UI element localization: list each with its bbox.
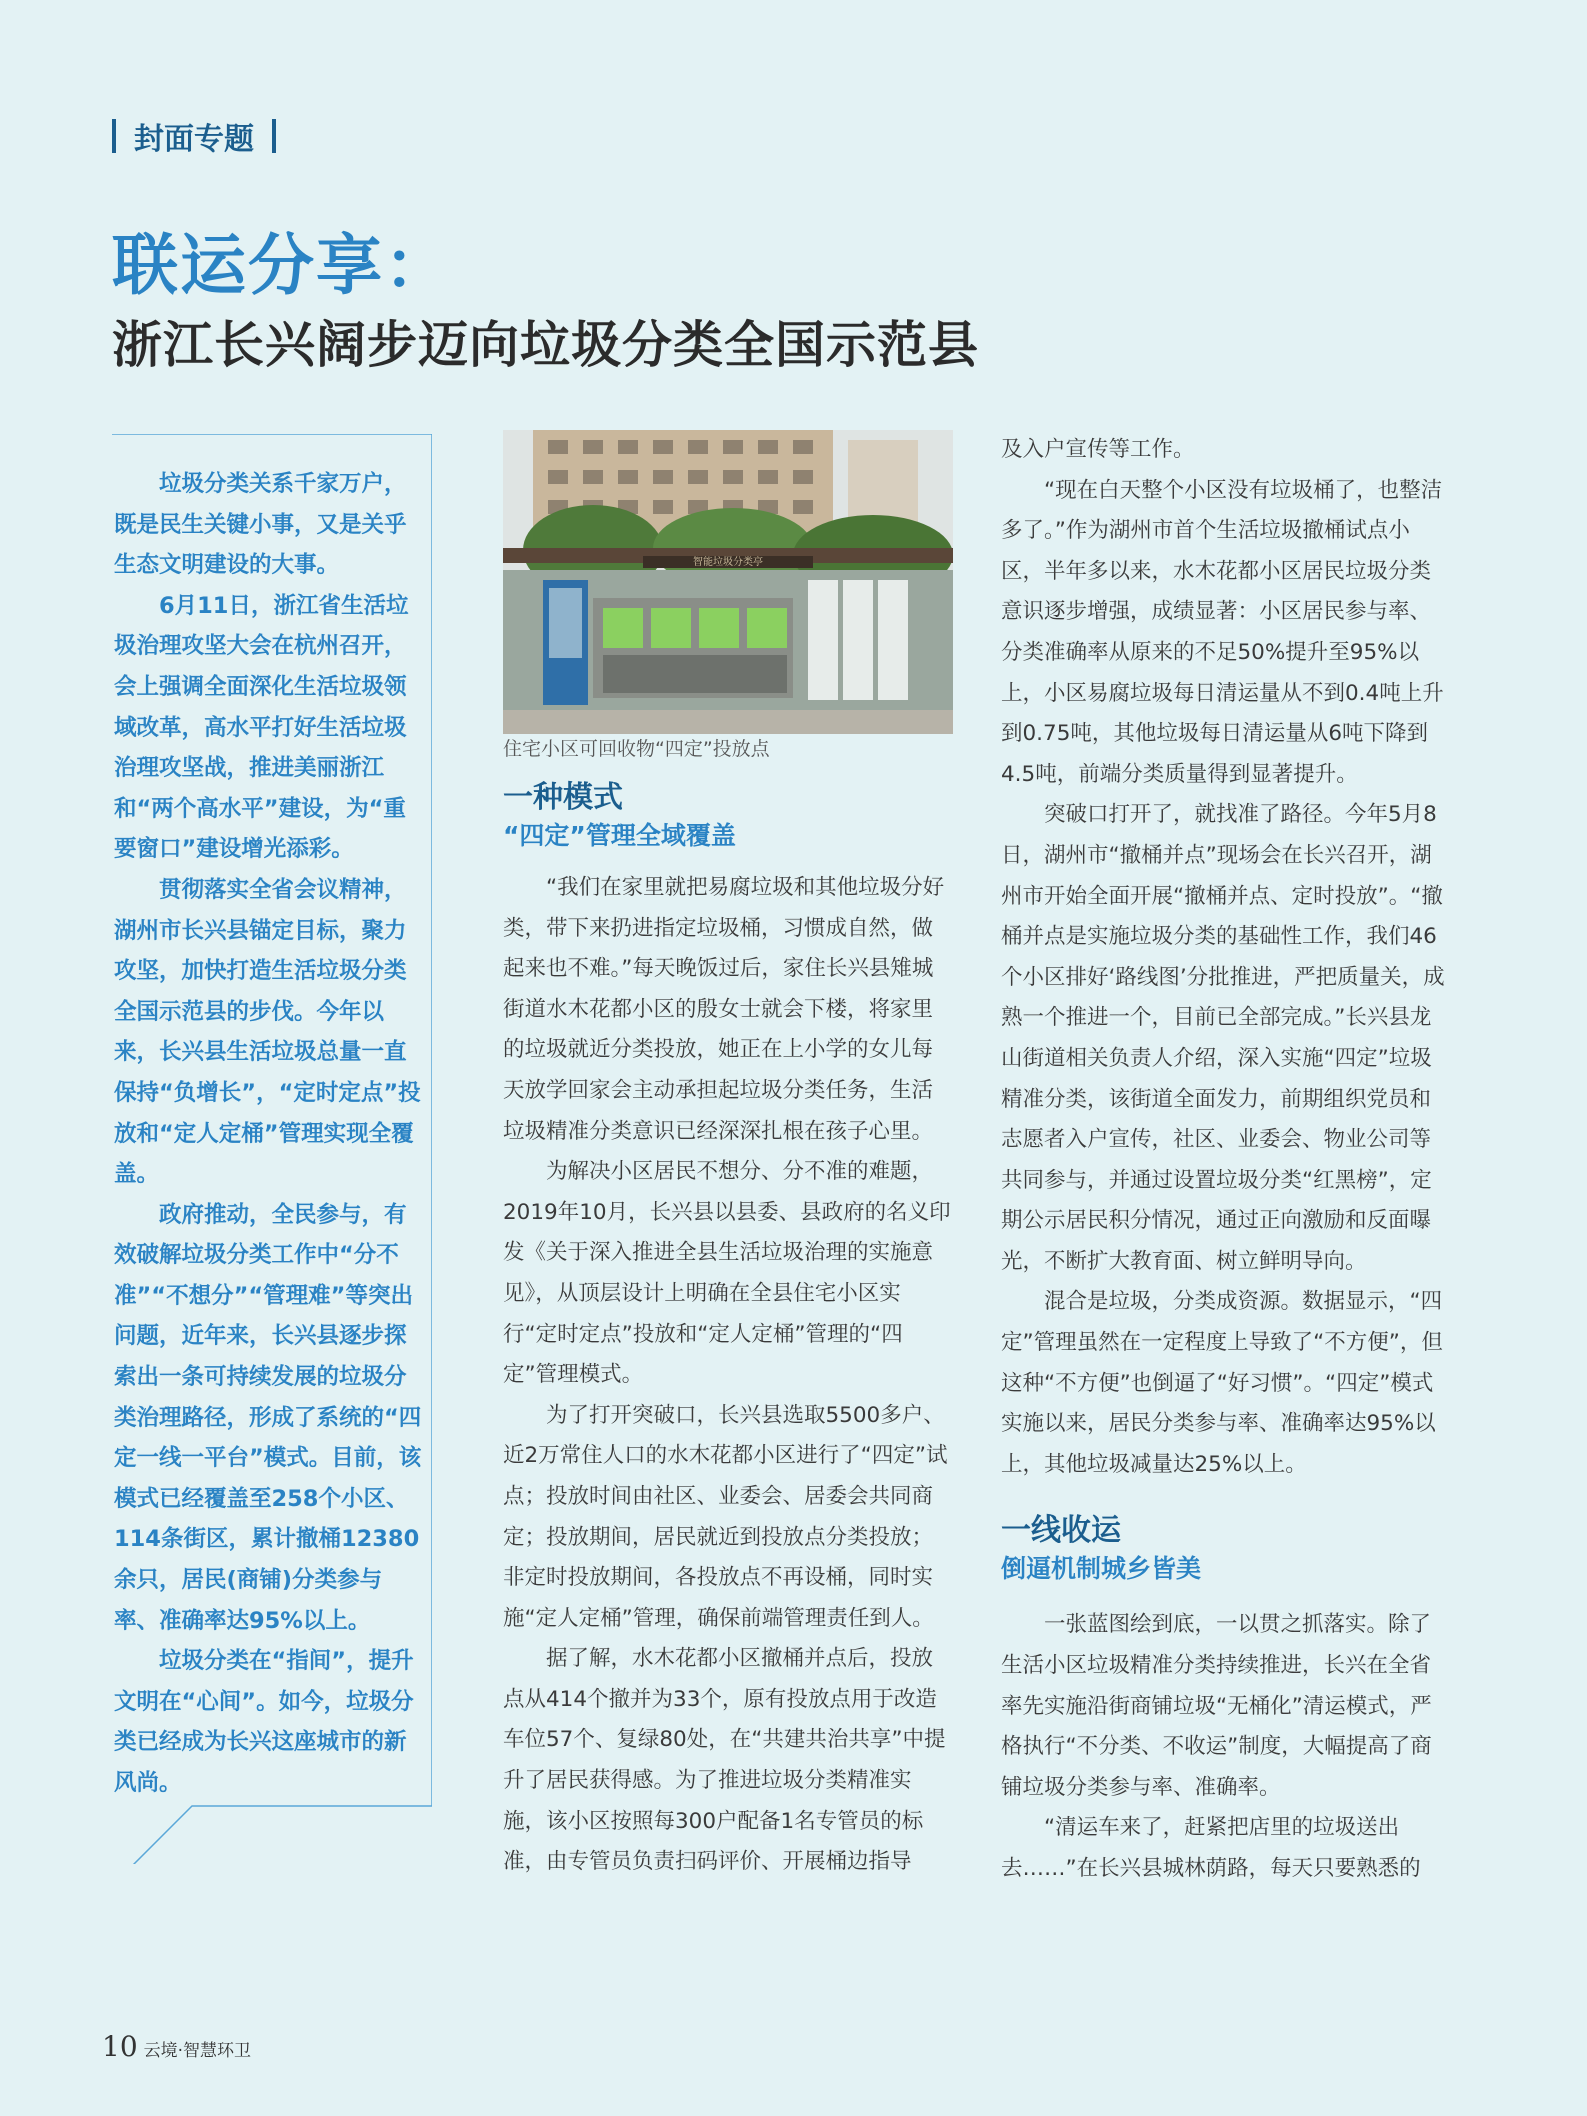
body-paragraph: “我们在家里就把易腐垃圾和其他垃圾分好类，带下来扔进指定垃圾桶，习惯成自然，做起来也不难。”每天晚饭过后，家住长兴县雉城街道水木花都小区的殷女士就会下楼，将家里的垃圾就近分类投放，她正在上小学的女儿每天放学回家会主动承担起垃圾分类任务，生活垃圾精准分类意识已经深深扎根在孩子心里。 xyxy=(503,875,945,1144)
body-paragraph: 为解决小区居民不想分、分不准的难题，2019年10月，长兴县以县委、县政府的名义印发《关于深入推进全县生活垃圾治理的实施意见》，从顶层设计上明确在全县住宅小区实行“定时定点”投放和“定人定桶”管理的“四定”管理模式。 xyxy=(503,1159,951,1388)
body-paragraph: “现在白天整个小区没有垃圾桶了，也整洁多了。”作为湖州市首个生活垃圾撤桶试点小区，半年多以来，水木花都小区居民垃圾分类意识逐步增强，成绩显著：小区居民参与率、分类准确率从原来的不足50%提升至95%以上，小区易腐垃圾每日清运量从不到0.4吨上升到0.75吨，其他垃圾每日清运量从6吨下降到4.5吨，前端分类质量得到显著提升。 xyxy=(1001,477,1444,787)
article-title: 联运分享： xyxy=(112,227,452,304)
article-photo xyxy=(503,430,953,734)
section-subheading: “四定”管理全域覆盖 xyxy=(503,821,736,850)
page-footer xyxy=(102,2030,251,2063)
magazine-name: 云境·智慧环卫 xyxy=(143,2041,252,2061)
article-subtitle: 浙江长兴阔步迈向垃圾分类全国示范县 xyxy=(112,316,979,374)
sidebar-paragraph: 政府推动，全民参与，有效破解垃圾分类工作中“分不准”“不想分”“管理难”等突出问题，近年来，长兴县逐步探索出一条可持续发展的垃圾分类治理路径，形成了系统的“四定一线一平台”模式。目前，该模式已经覆盖至258个小区、114条街区，累计撤桶12380余只，居民(商铺)分类参与率、准确率达95%以上。 xyxy=(114,1201,422,1634)
summary-sidebar xyxy=(112,434,432,1864)
middle-column xyxy=(503,430,953,1883)
body-paragraph: 混合是垃圾，分类成资源。数据显示，“四定”管理虽然在一定程度上导致了“不方便”，但这种“不方便”也倒逼了“好习惯”。“四定”模式实施以来，居民分类参与率、准确率达95%以上，其他垃圾减量达25%以上。 xyxy=(1001,1289,1443,1477)
sidebar-paragraph: 贯彻落实全省会议精神，湖州市长兴县锚定目标，聚力攻坚，加快打造生活垃圾分类全国示范县的步伐。今年以来，长兴县生活垃圾总量一直保持“负增长”，“定时定点”投放和“定人定桶”管理实现全覆盖。 xyxy=(114,876,421,1188)
tag-bar-right xyxy=(272,119,276,153)
page-number: 10 xyxy=(102,2030,138,2063)
sidebar-text xyxy=(114,464,422,1804)
kiosk-sign-text: 智能垃圾分类亭 xyxy=(693,557,763,568)
section-tag xyxy=(112,114,294,158)
body-paragraph: 据了解，水木花都小区撤桶并点后，投放点从414个撤并为33个，原有投放点用于改造车位57个、复绿80处，在“共建共治共享”中提升了居民获得感。为了推进垃圾分类精准实施，该小区按照每300户配备1名专管员的标准，由专管员负责扫码评价、开展桶边指导 xyxy=(503,1646,946,1875)
section-heading: 一种模式 xyxy=(503,780,623,815)
sidebar-paragraph: 垃圾分类关系千家万户，既是民生关键小事，又是关乎生态文明建设的大事。 xyxy=(114,471,407,579)
body-paragraph: 一张蓝图绘到底，一以贯之抓落实。除了生活小区垃圾精准分类持续推进，长兴在全省率先实施沿街商铺垃圾“无桶化”清运模式，严格执行“不分类、不收运”制度，大幅提高了商铺垃圾分类参与率、准确率。 xyxy=(1001,1612,1432,1800)
tag-bar-left xyxy=(112,119,116,153)
photo-caption: 住宅小区可回收物“四定”投放点 xyxy=(503,738,770,760)
sidebar-paragraph: 6月11日，浙江省生活垃圾治理攻坚大会在杭州召开，会上强调全面深化生活垃圾领域改革，高水平打好生活垃圾治理攻坚战，推进美丽浙江和“两个高水平”建设，为“重要窗口”建设增光添彩。 xyxy=(114,592,409,863)
body-paragraph: 及入户宣传等工作。 xyxy=(1001,437,1195,462)
body-paragraph: 突破口打开了，就找准了路径。今年5月8日，湖州市“撤桶并点”现场会在长兴召开，湖州市开始全面开展“撤桶并点、定时投放”。“撤桶并点是实施垃圾分类的基础性工作，我们46个小区排好‘路线图’分批推进，严把质量关，成熟一个推进一个，目前已全部完成。”长兴县龙山街道相关负责人介绍，深入实施“四定”垃圾精准分类，该街道全面发力，前期组织党员和志愿者入户宣传，社区、业委会、物业公司等共同参与，并通过设置垃圾分类“红黑榜”，定期公示居民积分情况，通过正向激励和反面曝光，不断扩大教育面、树立鲜明导向。 xyxy=(1001,802,1445,1274)
photo-illustration xyxy=(503,430,953,734)
right-column xyxy=(1001,430,1451,1890)
section-heading: 一线收运 xyxy=(1001,1513,1121,1549)
section-subheading: 倒逼机制城乡皆美 xyxy=(1001,1554,1202,1584)
sidebar-paragraph: 垃圾分类在“指间”，提升文明在“心间”。如今，垃圾分类已经成为长兴这座城市的新风尚。 xyxy=(114,1648,414,1796)
body-paragraph: 为了打开突破口，长兴县选取5500多户、近2万常住人口的水木花都小区进行了“四定”试点；投放时间由社区、业委会、居委会共同商定；投放期间，居民就近到投放点分类投放；非定时投放期间，各投放点不再设桶，同时实施“定人定桶”管理，确保前端管理责任到人。 xyxy=(503,1402,948,1631)
body-paragraph: “清运车来了，赶紧把店里的垃圾送出去……”在长兴县城林荫路，每天只要熟悉的 xyxy=(1001,1815,1421,1881)
section-tag-label: 封面专题 xyxy=(134,122,254,157)
